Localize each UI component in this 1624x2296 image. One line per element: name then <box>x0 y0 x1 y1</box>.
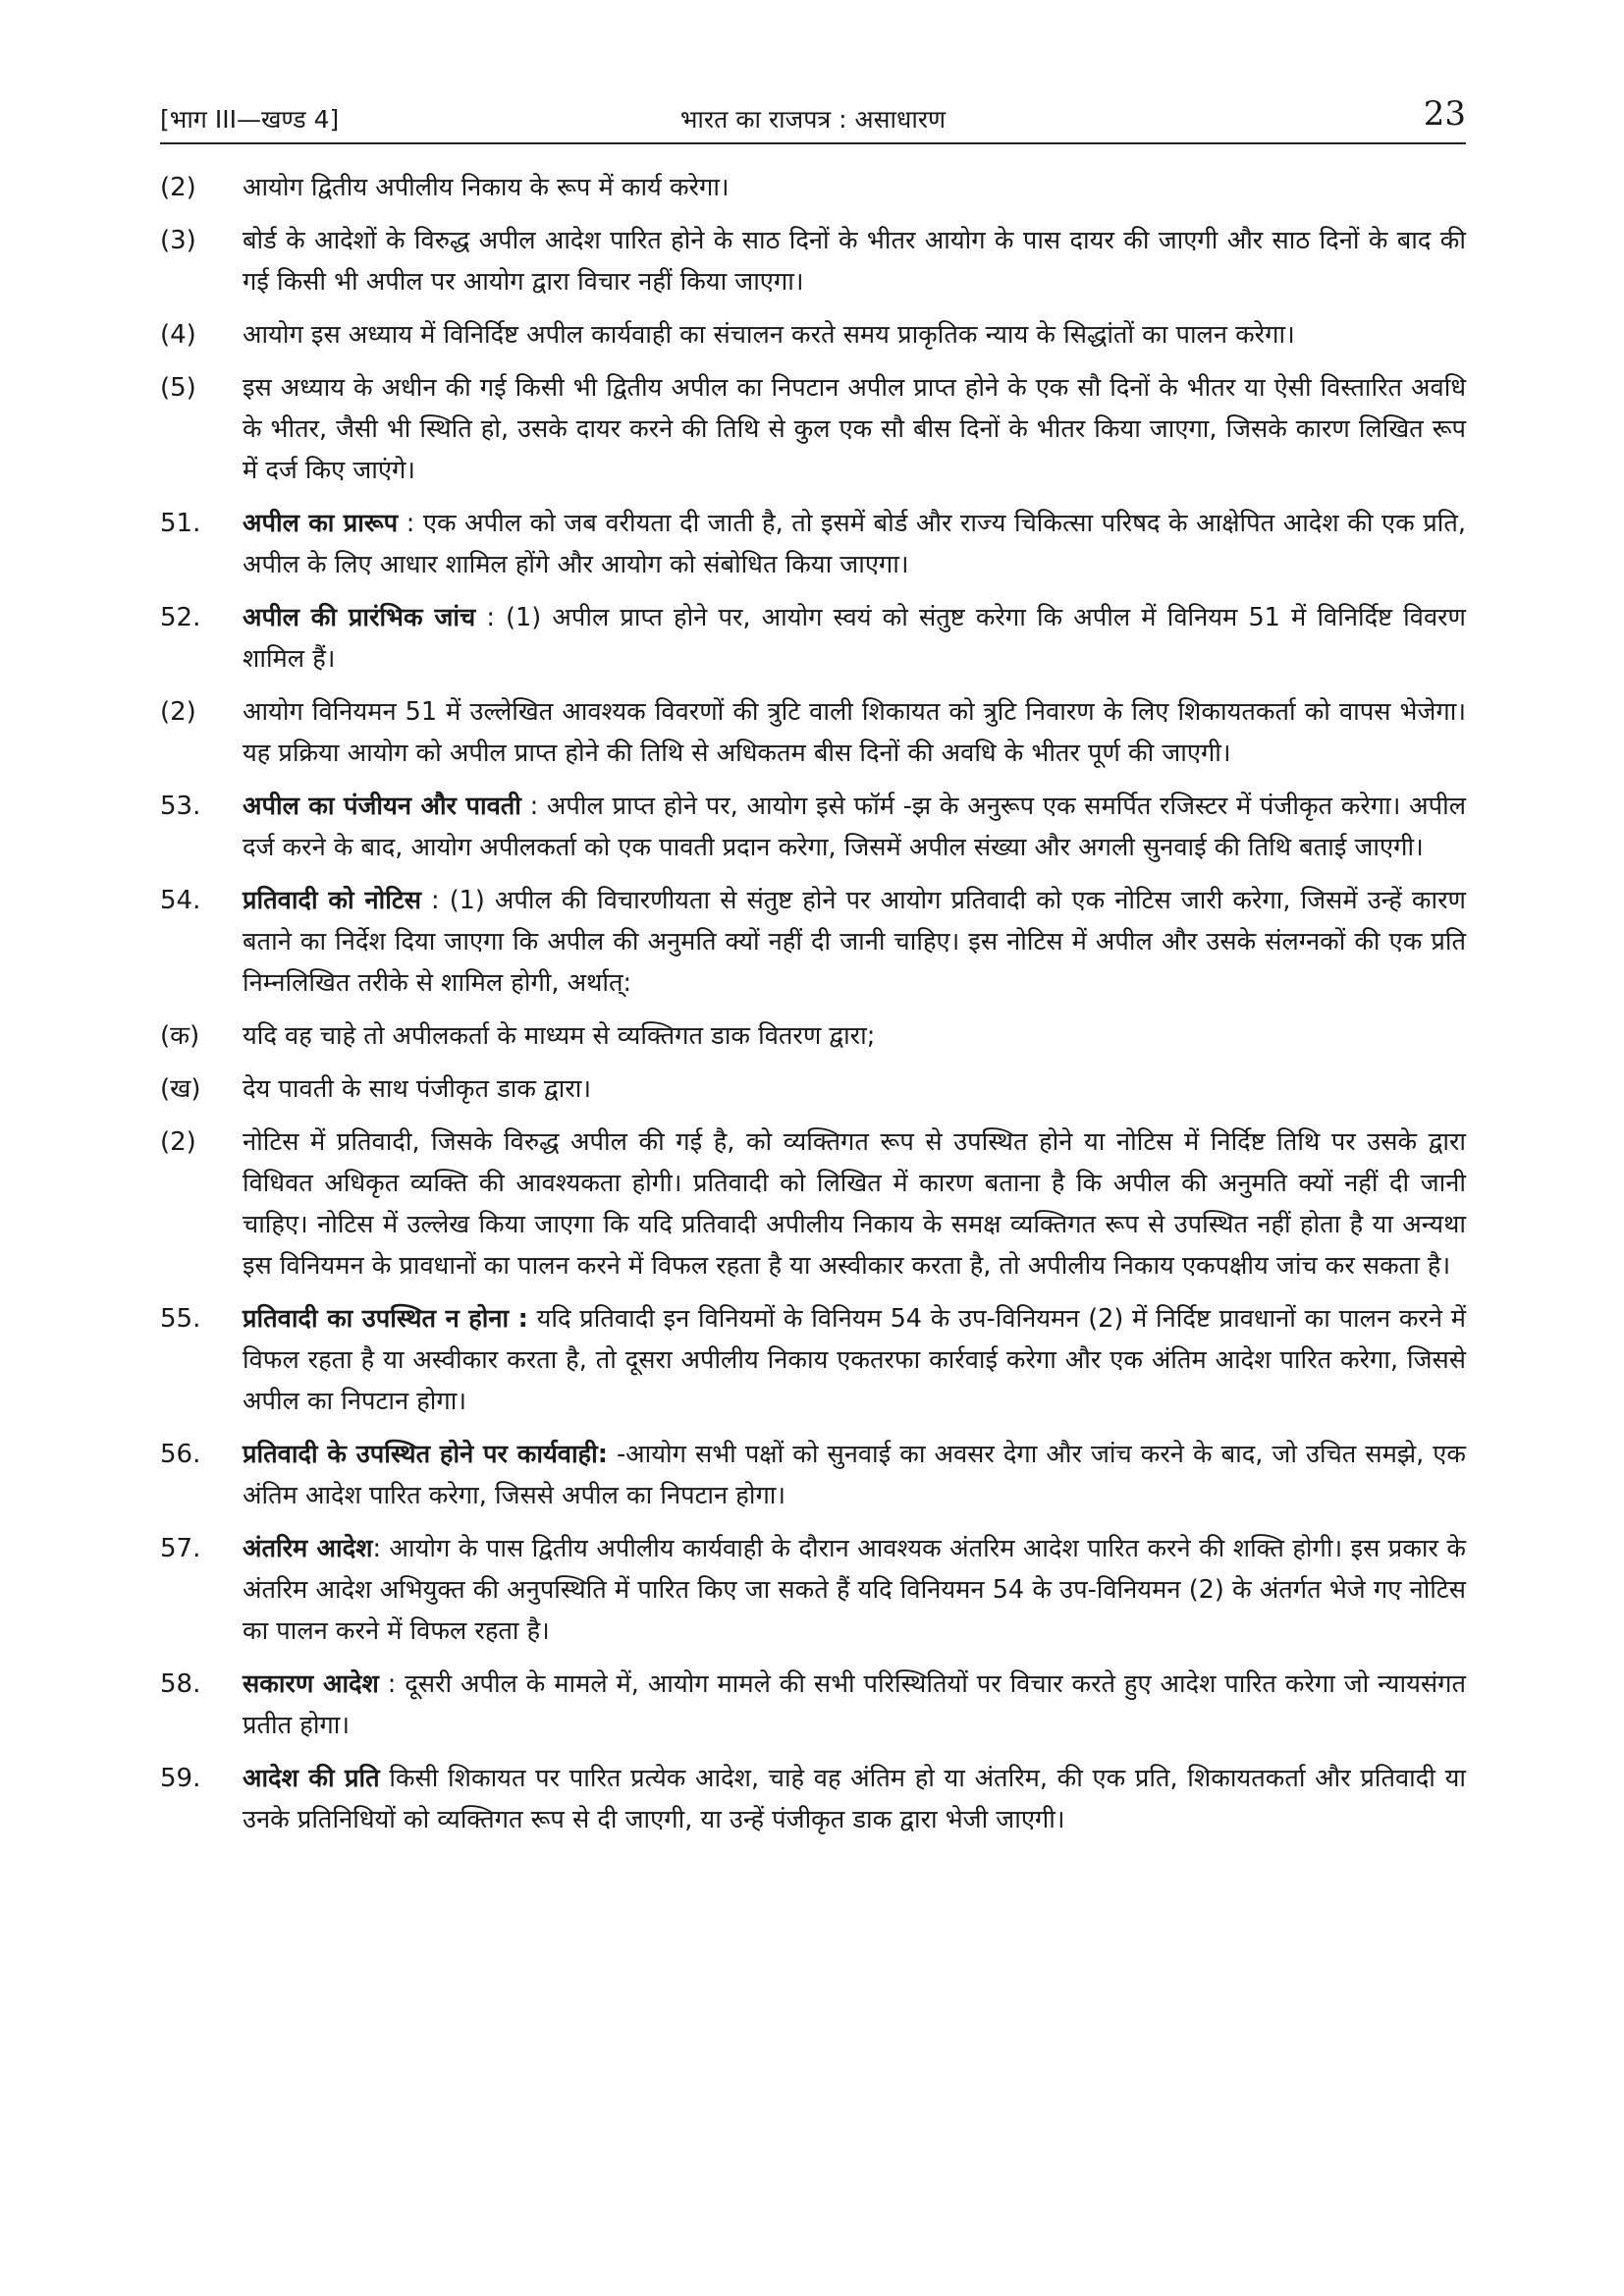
clause <box>160 691 1466 774</box>
regulation <box>160 1758 1466 1840</box>
clause-number: (2) <box>160 173 196 202</box>
regulation-text: यदि प्रतिवादी इन विनियमों के विनियम 54 के उप-विनियमन (2) में निर्दिष्ट प्रावधानों का पालन करने में विफल रहता है या अस्वीकार करता है, तो दूसरा अपीलीय निकाय एकतरफा कार्रवाई करेगा और एक अंतिम आदेश पारित करेगा, जिससे अपील का निपटान होगा। <box>243 1304 1466 1416</box>
clause-body <box>243 314 1466 355</box>
clause-number: (2) <box>160 1127 196 1157</box>
regulation-heading: अपील का पंजीयन और पावती <box>243 792 521 821</box>
clause-body <box>243 1121 1466 1286</box>
clause-body <box>243 1015 1466 1057</box>
regulation-body <box>243 786 1466 868</box>
clause-number: (3) <box>160 226 196 255</box>
regulation-heading: अपील की प्रारंभिक जांच <box>243 603 476 632</box>
clause-body <box>243 1068 1466 1110</box>
regulation-number: 58. <box>160 1669 201 1699</box>
regulation-text: किसी शिकायत पर पारित प्रत्येक आदेश, चाहे वह अंतिम हो या अंतरिम, की एक प्रति, शिकायतकर्ता और प्रतिवादी या उनके प्रतिनिधियों को व्यक्तिगत रूप से दी जाएगी, या उन्हें पंजीकृत डाक द्वारा भेजी जाएगी। <box>243 1764 1466 1834</box>
header-divider <box>160 142 1466 144</box>
clause-body <box>243 367 1466 491</box>
regulation <box>160 1528 1466 1652</box>
page-number: 23 <box>1423 94 1466 134</box>
regulation <box>160 1664 1466 1746</box>
regulation-text: : अपील प्राप्त होने पर, आयोग इसे फॉर्म -झ के अनुरूप एक समर्पित रजिस्टर में पंजीकृत करेगा। अपील दर्ज करने के बाद, आयोग अपीलकर्ता को एक पावती प्रदान करेगा, जिसमें अपील संख्या और अगली सुनवाई की तिथि बताई जाएगी। <box>243 792 1466 862</box>
section-label: [भाग III—खण्ड 4] <box>160 105 340 134</box>
regulation-number: 57. <box>160 1534 201 1563</box>
clause-text: यदि वह चाहे तो अपीलकर्ता के माध्यम से व्यक्तिगत डाक वितरण द्वारा; <box>243 1021 876 1051</box>
regulations-content <box>160 167 1466 1852</box>
regulation-number: 59. <box>160 1764 201 1793</box>
clause-text: देय पावती के साथ पंजीकृत डाक द्वारा। <box>243 1074 592 1104</box>
regulation-number: 51. <box>160 509 201 538</box>
clause <box>160 220 1466 302</box>
regulation-heading: प्रतिवादी के उपस्थित होने पर कार्यवाही: <box>243 1440 608 1469</box>
regulation-text: : (1) अपील की विचारणीयता से संतुष्ट होने पर आयोग प्रतिवादी को एक नोटिस जारी करेगा, जिसमें उन्हें कारण बताने का निर्देश दिया जाएगा कि अपील की अनुमति क्यों नहीं दी जानी चाहिए। इस नोटिस में अपील और उसके संलग्नकों की एक प्रति निम्नलिखित तरीके से शामिल होगी, अर्थात्: <box>243 886 1466 998</box>
clause-text: बोर्ड के आदेशों के विरुद्ध अपील आदेश पारित होने के साठ दिनों के भीतर आयोग के पास दायर की जाएगी और साठ दिनों के बाद की गई किसी भी अपील पर आयोग द्वारा विचार नहीं किया जाएगा। <box>243 226 1466 297</box>
regulation-heading: अंतरिम आदेश <box>243 1534 373 1563</box>
clause-text: आयोग द्वितीय अपीलीय निकाय के रूप में कार्य करेगा। <box>243 173 730 202</box>
clause-text: इस अध्याय के अधीन की गई किसी भी द्वितीय अपील का निपटान अपील प्राप्त होने के एक सौ दिनों के भीतर या ऐसी विस्तारित अवधि के भीतर, जैसी भी स्थिति हो, उसके दायर करने की तिथि से कुल एक सौ बीस दिनों के भीतर किया जाएगा, जिसके कारण लिखित रूप में दर्ज किए जाएंगे। <box>243 373 1466 485</box>
regulation-heading: अपील का प्रारूप <box>243 509 399 538</box>
regulation-body <box>243 1298 1466 1422</box>
regulation-number: 55. <box>160 1304 201 1334</box>
regulation-body <box>243 1434 1466 1516</box>
regulation <box>160 503 1466 585</box>
regulation-heading: प्रतिवादी का उपस्थित न होना : <box>243 1304 528 1334</box>
regulation-body <box>243 503 1466 585</box>
regulation-text: : आयोग के पास द्वितीय अपीलीय कार्यवाही के दौरान आवश्यक अंतरिम आदेश पारित करने की शक्ति होगी। इस प्रकार के अंतरिम आदेश अभियुक्त की अनुपस्थिति में पारित किए जा सकते हैं यदि विनियमन 54 के उप-विनियमन (2) के अंतर्गत भेजे गए नोटिस का पालन करने में विफल रहता है। <box>243 1534 1466 1646</box>
regulation-text: : एक अपील को जब वरीयता दी जाती है, तो इसमें बोर्ड और राज्य चिकित्सा परिषद के आक्षेपित आदेश की एक प्रति, अपील के लिए आधार शामिल होंगे और आयोग को संबोधित किया जाएगा। <box>243 509 1467 579</box>
regulation-number: 56. <box>160 1440 201 1469</box>
regulation <box>160 1298 1466 1422</box>
regulation-text: : (1) अपील प्राप्त होने पर, आयोग स्वयं को संतुष्ट करेगा कि अपील में विनियम 51 में विनिर्दिष्ट विवरण शामिल हैं। <box>243 603 1466 674</box>
clause-body <box>243 167 1466 208</box>
gazette-title: भारत का राजपत्र : असाधारण <box>679 105 947 134</box>
regulation-number: 53. <box>160 792 201 821</box>
clause-body <box>243 220 1466 302</box>
regulation <box>160 597 1466 680</box>
regulation-body <box>243 1758 1466 1840</box>
regulation-body <box>243 1664 1466 1746</box>
regulation-body <box>243 880 1466 1004</box>
regulation-text: : दूसरी अपील के मामले में, आयोग मामले की सभी परिस्थितियों पर विचार करते हुए आदेश पारित करेगा जो न्यायसंगत प्रतीत होगा। <box>243 1669 1466 1740</box>
clause-number: (4) <box>160 320 196 350</box>
regulation-heading: प्रतिवादी को नोटिस <box>243 886 421 915</box>
clause-number: (क) <box>160 1021 200 1051</box>
clause <box>160 367 1466 491</box>
regulation-number: 52. <box>160 603 201 632</box>
regulation-heading: सकारण आदेश <box>243 1669 379 1699</box>
clause <box>160 1015 1466 1057</box>
clause-number: (ख) <box>160 1074 201 1104</box>
clause <box>160 1121 1466 1286</box>
regulation-body <box>243 1528 1466 1652</box>
clause-number: (2) <box>160 697 196 727</box>
regulation <box>160 1434 1466 1516</box>
page-header <box>160 94 1466 141</box>
clause <box>160 167 1466 208</box>
regulation-body <box>243 597 1466 680</box>
clause-number: (5) <box>160 373 196 403</box>
regulation-text: -आयोग सभी पक्षों को सुनवाई का अवसर देगा और जांच करने के बाद, जो उचित समझे, एक अंतिम आदेश पारित करेगा, जिससे अपील का निपटान होगा। <box>243 1440 1466 1510</box>
regulation-heading: आदेश की प्रति <box>243 1764 380 1793</box>
clause-text: आयोग विनियमन 51 में उल्लेखित आवश्यक विवरणों की त्रुटि वाली शिकायत को त्रुटि निवारण के लिए शिकायतकर्ता को वापस भेजेगा। यह प्रक्रिया आयोग को अपील प्राप्त होने की तिथि से अधिकतम बीस दिनों की अवधि के भीतर पूर्ण की जाएगी। <box>243 697 1466 768</box>
clause-text: नोटिस में प्रतिवादी, जिसके विरुद्ध अपील की गई है, को व्यक्तिगत रूप से उपस्थित होने या नोटिस में निर्दिष्ट तिथि पर उसके द्वारा विधिवत अधिकृत व्यक्ति की आवश्यकता होगी। प्रतिवादी को लिखित में कारण बताना है कि अपील की अनुमति क्यों नहीं दी जानी चाहिए। नोटिस में उल्लेख किया जाएगा कि यदि प्रतिवादी अपीलीय निकाय के समक्ष व्यक्तिगत रूप से उपस्थित नहीं होता है या अन्यथा इस विनियमन के प्रावधानों का पालन करने में विफल रहता है या अस्वीकार करता है, तो अपीलीय निकाय एकपक्षीय जांच कर सकता है। <box>243 1127 1466 1281</box>
clause-text: आयोग इस अध्याय में विनिर्दिष्ट अपील कार्यवाही का संचालन करते समय प्राकृतिक न्याय के सिद्धांतों का पालन करेगा। <box>243 320 1295 350</box>
regulation <box>160 880 1466 1004</box>
clause-body <box>243 691 1466 774</box>
regulation-number: 54. <box>160 886 201 915</box>
regulation <box>160 786 1466 868</box>
clause <box>160 314 1466 355</box>
clause <box>160 1068 1466 1110</box>
